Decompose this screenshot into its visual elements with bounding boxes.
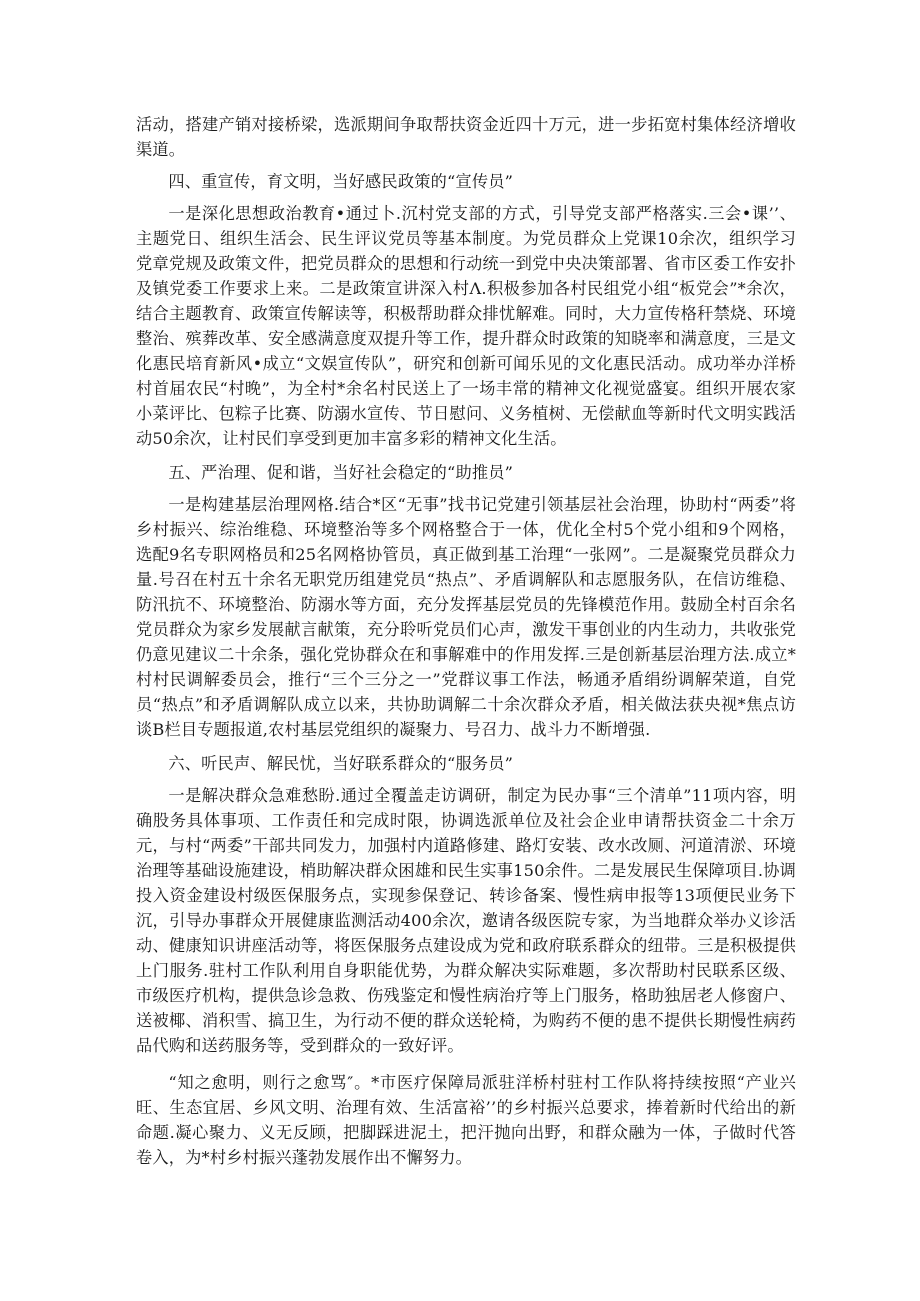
document-page: [136, 112, 796, 1170]
section-body-5: 一是构建基层治理网格.结合*区“无事”找书记党建引领基层社会治理，协助村“两委”将乡村振兴、综治维稳、环境整治等多个网格整合于一体，优化全村5个党小组和9个网格，选配9名专职网格员和25名网格协管员，真正做到基工治理“一张网”。二是凝聚党员群众力量.号召在村五十余名无职党历组建党员“热点”、矛盾调解队和志愿服务队，在信访维稳、防汛抗不、环境整治、防溺水等方面，充分发挥基层党员的先锋模范作用。鼓励全村百余名党员群众为家乡发展献言献策，充分聆听党员们心声，激发干事创业的内生动力，共收张党仍意见建议二十余条，强化党协群众在和事解难中的作用发挥.三是创新基层治理方法.成立*村村民调解委员会，推行“三个三分之一”党群议事工作法，畅通矛盾绢纷调解荣道，自党员“热点”和矛盾调解队成立以来，共协助调解二十余次群众矛盾，相关做法获央视*焦点访谈B栏目专题报道,农村基层党组织的凝聚力、号召力、战斗力不断增强.: [136, 495, 796, 739]
closing-paragraph: “知之愈明，则行之愈骂″。*市医疗保障局派驻洋桥村驻村工作队将持续按照“产业兴旺、生态宜居、乡风文明、治理有效、生活富裕’’的乡村振兴总要求，捧着新时代给出的新命题.凝心聚力、义无反顾，把脚踩进泥土，把汗抛向出野，和群众融为一体，子做时代答卷入，为*村乡村振兴蓬勃发展作出不懈努力。: [136, 1073, 796, 1167]
section-heading-5: 五、严治理、促和谐，当好社会稳定的“助推员”: [168, 463, 514, 482]
section-body-4: 一是深化思想政治教育•通过卜.沉村党支部的方式，引导党支部严格落实.三会•课’’、主题党日、组织生活会、民生评议党员等基本制度。为党员群众上党课10余次，组织学习党章党规及政策文件，把党员群众的思想和行动统一到党中央决策部署、省市区委工作安扑及镇党委工作要求上来。二是政策宣讲深入村Λ.积极参加各村民组党小组“板党会”*余次，结合主题教育、政策宣传解读等，积极帮助群众排忧解难。同时，大力宣传格秆禁烧、环境整治、殡葬改革、安全感满意度双提升等工作，提升群众时政策的知晓率和满意度，三是文化惠民培育新风•成立“文娱宣传队”，研究和创新可闻乐见的文化惠民活动。成功举办洋桥村首届农民“村晚”，为全村*余名村民送上了一场丰常的精神文化视觉盛宴。组织开展农家小菜评比、包粽子比赛、防溺水宣传、节日慰问、义务植树、无偿献血等新时代文明实践活动50余次，让村民们享受到更加丰富多彩的精神文化生活。: [136, 204, 796, 448]
section-body-6: 一是解决群众急难愁盼.通过全覆盖走访调研，制定为民办事“三个清单”11项内容，明确股务具体事项、工作责任和完成时限，协调选派单位及社会企业申请帮扶资金二十余万元，与村“两委”干部共同发力，加强村内道路修建、路灯安装、改水改厕、河道清淤、环境治理等基础设施建设，梢助解决群众困雄和民生实事150余件。二是发展民生保障项目.协调投入资金建设村级医保服务点，实现参保登记、转诊备案、慢性病申报等13项便民业务下沉，引导办事群众开展健康监测活动400余次，邀请各级医院专家，为当地群众举办义诊活动、健康知识讲座活动等，将医保服务点建设成为党和政府联系群众的纽带。三是积极提供上门服务.驻村工作队利用自身职能优势，为群众解决实际难题，多次帮助村民联系区级、市级医疗机构，提供急诊急救、伤残鉴定和慢性病治疗等上门服务，格助独居老人修窗户、送被椰、消积雪、搞卫生，为行动不便的群众送轮椅，为购药不便的患不提供长期慢性病药品代购和送药服务等，受到群众的一致好评。: [136, 786, 796, 1055]
paragraph-continued: 活动，搭建产销对接桥梁，选派期间争取帮扶资金近四十万元，进一步拓宽村集体经济增收渠道。: [136, 115, 796, 159]
section-heading-6: 六、听民声、解民忧，当好联系群众的“服务员”: [168, 754, 514, 773]
section-heading-4: 四、重宣传，育文明，当好感民政策的“宣传员”: [168, 172, 514, 191]
